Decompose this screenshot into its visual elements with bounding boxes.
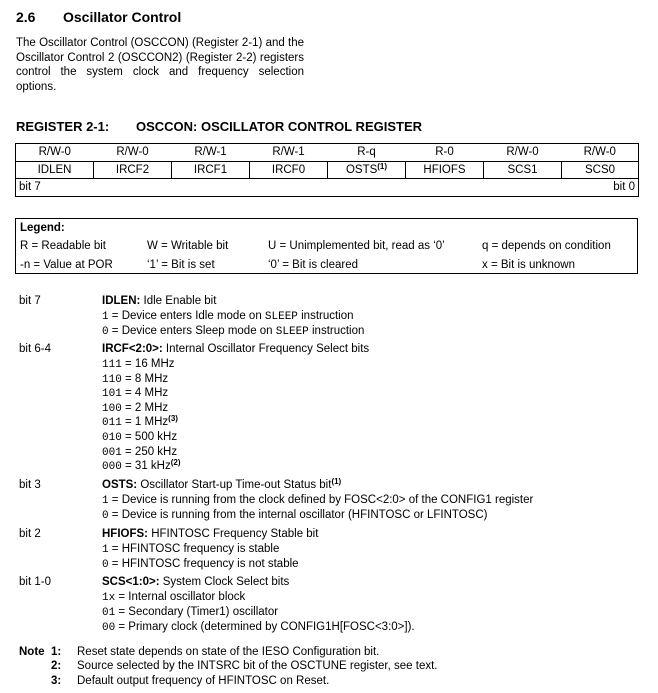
intro-paragraph: The Oscillator Control (OSCCON) (Register 2-1) and the Oscillator Control 2 (OSCCON2) (Register 2-2) registers control the system clock and frequency selection options. (16, 37, 304, 93)
bit-high-label: bit 7 (16, 179, 328, 197)
osts-note-ref: (1) (377, 161, 388, 171)
legend-item: ‘0’ = Bit is cleared (268, 259, 359, 271)
bit-value: 0 = HFINTOSC frequency is not stable (102, 558, 299, 571)
access-cell: R/W-0 (16, 144, 94, 162)
bit-value: 100 = 2 MHz (102, 402, 169, 415)
access-cell: R/W-0 (562, 144, 639, 162)
bit-value: 00 = Primary clock (determined by CONFIG1H[FOSC<3:0>]). (102, 621, 415, 634)
bit-position-row (16, 179, 639, 197)
bit-value: 101 = 4 MHz (102, 387, 169, 400)
register-bit-table (15, 143, 639, 197)
legend-item: U = Unimplemented bit, read as ‘0’ (268, 240, 445, 252)
bit-description: IDLEN: Idle Enable bit (102, 295, 217, 307)
legend-item: W = Writable bit (147, 240, 229, 252)
bit-value: 111 = 16 MHz (102, 358, 175, 371)
note-text: Default output frequency of HFINTOSC on Reset. (77, 675, 330, 687)
register-label: REGISTER 2-1: (16, 119, 110, 134)
bit-value: 001 = 250 kHz (102, 446, 178, 459)
bit-label: bit 2 (19, 528, 41, 540)
bit-name-cell: HFIOFS (406, 161, 484, 179)
bit-description: HFIOFS: HFINTOSC Frequency Stable bit (102, 528, 319, 540)
access-cell: R-0 (406, 144, 484, 162)
bit-name-row (16, 161, 639, 179)
bit-value: 011 = 1 MHz$^{(3)}$ (102, 414, 178, 429)
bit-value: 1 = Device is running from the clock defined by FOSC<2:0> of the CONFIG1 register (102, 494, 534, 507)
legend-title: Legend: (20, 222, 65, 234)
legend-item: ‘1’ = Bit is set (147, 259, 215, 271)
bit-name-cell: IDLEN (16, 161, 94, 179)
bit-value: 01 = Secondary (Timer1) oscillator (102, 606, 279, 619)
bit-value: 010 = 500 kHz (102, 431, 178, 444)
bit-label: bit 3 (19, 479, 41, 491)
bit-value: 110 = 8 MHz (102, 373, 169, 386)
bit-label: bit 1-0 (19, 576, 51, 588)
section-number: 2.6 (16, 9, 36, 25)
bit-value: 1 = HFINTOSC frequency is stable (102, 543, 280, 556)
bit-description: OSTS: Oscillator Start-up Time-out Status bit$^{(1)}$ (102, 477, 342, 491)
bit-name-cell: IRCF2 (94, 161, 172, 179)
bit-name-cell (328, 161, 406, 179)
note-number: 2: (51, 660, 62, 672)
note-number: 3: (51, 675, 62, 687)
access-cell: R/W-0 (94, 144, 172, 162)
bit-name-cell: SCS1 (484, 161, 562, 179)
bit-value: 1x = Internal oscillator block (102, 591, 246, 604)
note-text: Reset state depends on state of the IESO Configuration bit. (77, 646, 380, 658)
access-cell: R/W-1 (172, 144, 250, 162)
bit-name-cell: SCS0 (562, 161, 639, 179)
bit-name-cell: IRCF1 (172, 161, 250, 179)
legend-item: q = depends on condition (482, 240, 611, 252)
note-title: Note (19, 646, 45, 658)
note-number: 1: (51, 646, 62, 658)
legend-item: R = Readable bit (20, 240, 106, 252)
legend-item: -n = Value at POR (20, 259, 113, 271)
bit-label: bit 7 (19, 295, 41, 307)
bit-description: IRCF<2:0>: Internal Oscillator Frequency Select bits (102, 343, 370, 355)
access-row (16, 144, 639, 162)
bit-name-osts: OSTS (345, 163, 378, 176)
bit-value: 0 = Device enters Sleep mode on SLEEP instruction (102, 325, 365, 338)
legend-item: x = Bit is unknown (482, 259, 576, 271)
bit-value: 0 = Device is running from the internal oscillator (HFINTOSC or LFINTOSC) (102, 509, 488, 522)
legend-box (15, 218, 638, 274)
bit-description: SCS<1:0>: System Clock Select bits (102, 576, 290, 588)
access-cell: R-q (328, 144, 406, 162)
section-title: Oscillator Control (63, 9, 182, 25)
note-text: Source selected by the INTSRC bit of the OSCTUNE register, see text. (77, 660, 438, 672)
bit-label: bit 6-4 (19, 343, 51, 355)
access-cell: R/W-1 (250, 144, 328, 162)
access-cell: R/W-0 (484, 144, 562, 162)
bit-value: 1 = Device enters Idle mode on SLEEP instruction (102, 310, 354, 323)
register-title: OSCCON: OSCILLATOR CONTROL REGISTER (136, 119, 423, 134)
bit-low-label: bit 0 (328, 179, 639, 197)
bit-value: 000 = 31 kHz$^{(2)}$ (102, 458, 181, 473)
bit-name-cell: IRCF0 (250, 161, 328, 179)
